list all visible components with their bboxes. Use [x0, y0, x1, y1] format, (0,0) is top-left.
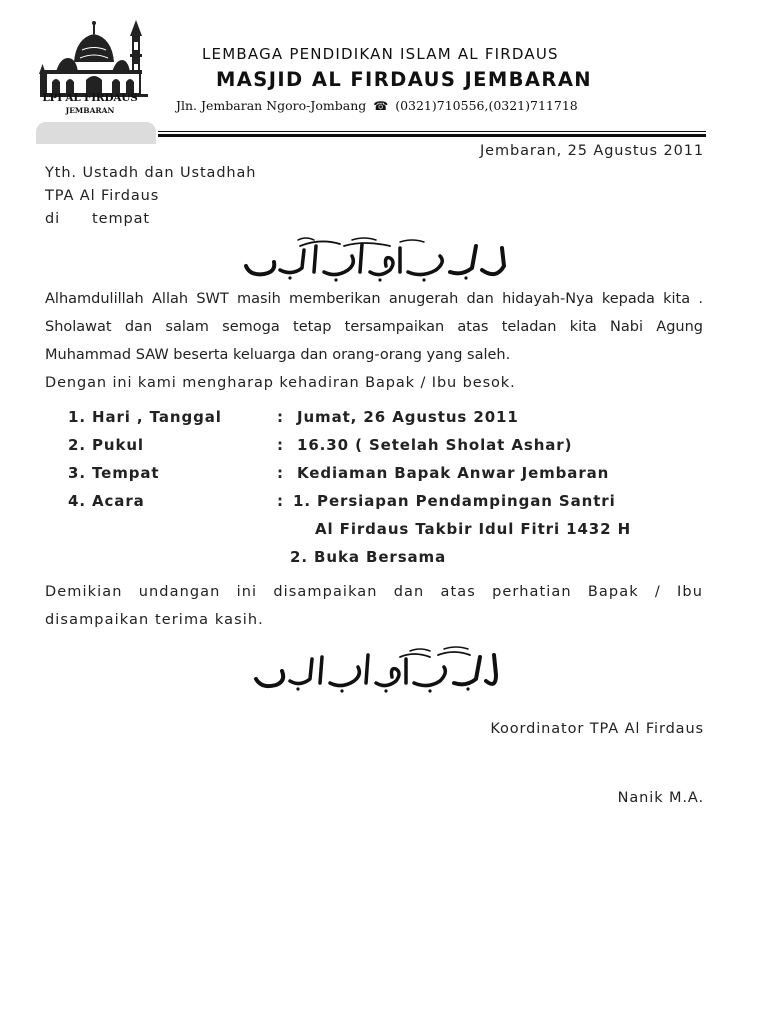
agenda-label: Tempat — [92, 464, 160, 482]
agenda-label: Pukul — [92, 436, 144, 454]
agenda-number: 2. — [68, 436, 86, 454]
recipient-tempat: tempat — [92, 211, 150, 227]
agenda-colon: : — [277, 436, 284, 454]
agenda-colon: : — [277, 408, 284, 426]
paragraph-invitation: Dengan ini kami mengharap kehadiran Bapak / Ibu besok. — [45, 375, 516, 391]
agenda-value: 16.30 ( Setelah Sholat Ashar) — [297, 436, 573, 454]
agenda-label: Acara — [92, 492, 145, 510]
agenda-value: 1. Persiapan Pendampingan Santri — [293, 492, 616, 510]
mosque-logo-icon — [36, 14, 156, 134]
signature-role: Koordinator TPA Al Firdaus — [490, 721, 704, 737]
recipient-line-1: Yth. Ustadh dan Ustadhah — [45, 165, 257, 181]
letter-date: Jembaran, 25 Agustus 2011 — [479, 143, 704, 159]
logo-subtitle: JEMBARAN — [65, 106, 115, 115]
agenda-number: 1. — [68, 408, 86, 426]
paragraph-opening: Alhamdulillah Allah SWT masih memberikan anugerah dan hidayah-Nya kepada kita . Sholawat dan salam semoga tetap tersampaikan atas teladan kita Nabi Agung Muhammad SAW beserta keluarga dan orang-orang yang saleh. — [45, 291, 703, 363]
recipient-di: di — [45, 211, 61, 227]
agenda-number: 4. — [68, 492, 86, 510]
recipient-line-3 — [45, 211, 150, 227]
mosque-name: MASJID AL FIRDAUS JEMBARAN — [216, 68, 593, 91]
agenda-subitem: 2. Buka Bersama — [290, 548, 447, 566]
agenda-colon: : — [277, 492, 284, 510]
signature-name: Nanik M.A. — [617, 790, 704, 806]
header-rule-thin — [158, 131, 706, 132]
address-text: Jln. Jembaran Ngoro-Jombang — [176, 98, 367, 113]
closing-salam-calligraphy — [250, 645, 500, 693]
agenda-colon: : — [277, 464, 284, 482]
agenda-label: Hari , Tanggal — [92, 408, 222, 426]
agenda-value: Jumat, 26 Agustus 2011 — [297, 408, 519, 426]
phone-icon: ☎ — [373, 99, 389, 113]
logo-name: LPI AL FIRDAUS — [42, 92, 138, 104]
recipient-line-2: TPA Al Firdaus — [45, 188, 160, 204]
agenda-value: Kediaman Bapak Anwar Jembaran — [297, 464, 610, 482]
institution-name: LEMBAGA PENDIDIKAN ISLAM AL FIRDAUS — [202, 45, 559, 63]
agenda-number: 3. — [68, 464, 86, 482]
phone-numbers: (0321)710556,(0321)711718 — [395, 98, 578, 113]
closing-paragraph: Demikian undangan ini disampaikan dan atas perhatian Bapak / Ibu disampaikan terima kasih. — [45, 584, 703, 628]
address-line — [176, 98, 578, 113]
agenda-value-continuation: Al Firdaus Takbir Idul Fitri 1432 H — [315, 520, 632, 538]
opening-salam-calligraphy — [240, 236, 508, 282]
header-rule-thick — [158, 134, 706, 137]
